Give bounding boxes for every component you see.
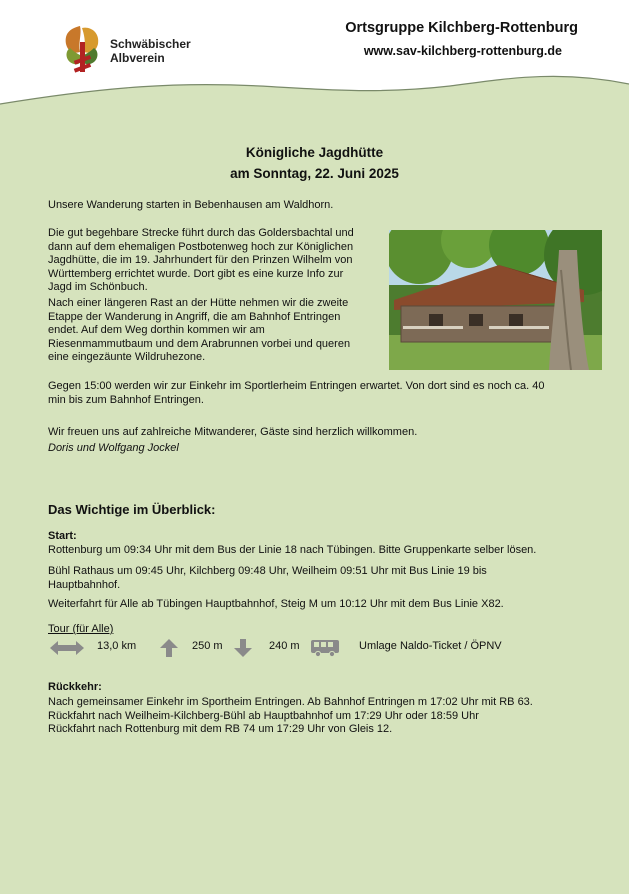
event-title: Königliche Jagdhütte [245, 145, 384, 160]
distance-value: 13,0 km [97, 640, 137, 652]
descent-value: 240 m [269, 640, 300, 652]
text-line: eine eingezäunte Wildruhezone. [48, 351, 206, 364]
paragraph-einkehr [48, 380, 544, 407]
start-line-3: Weiterfahrt für Alle ab Tübingen Hauptbahnhof, Steig M um 10:12 Uhr mit dem Bus Linie X82. [48, 598, 504, 610]
logo-line-1: Schwäbischer [110, 37, 191, 51]
website-link[interactable]: www.sav-kilchberg-rottenburg.de [363, 44, 562, 58]
hunting-lodge-photo [389, 230, 602, 370]
logo-text [110, 37, 191, 65]
descent-icon [234, 639, 252, 657]
paragraph-stage-two [48, 297, 350, 365]
bus-icon [310, 639, 340, 657]
event-date: am Sonntag, 22. Juni 2025 [230, 166, 399, 181]
albverein-logo[interactable] [60, 22, 200, 74]
tour-stats [48, 638, 548, 658]
text-line: Etappe der Wanderung in Angriff, die am Bahnhof Entringen [48, 310, 341, 323]
text-line: Jagd im Schönbuch. [48, 281, 148, 294]
return-label: Rückkehr: [48, 681, 102, 693]
start-line-1: Rottenburg um 09:34 Uhr mit dem Bus der Linie 18 nach Tübingen. Bitte Gruppenkarte selber lösen. [48, 544, 537, 556]
paragraph-route [48, 227, 354, 295]
text-line: Nach gemeinsamer Einkehr im Sportheim Entringen. Ab Bahnhof Entringen m 17:02 Uhr mit RB 63. [48, 696, 533, 708]
signature: Doris und Wolfgang Jockel [48, 442, 179, 454]
welcome-text: Wir freuen uns auf zahlreiche Mitwanderer, Gäste sind herzlich willkommen. [48, 426, 418, 438]
ascent-value: 250 m [192, 640, 223, 652]
tour-label: Tour (für Alle) [48, 623, 114, 635]
intro-text: Unsere Wanderung starten in Bebenhausen am Waldhorn. [48, 199, 334, 211]
leaf-emblem-icon [60, 22, 104, 74]
text-line: Rückfahrt nach Rottenburg mit dem RB 74 um 17:29 Uhr von Gleis 12. [48, 723, 393, 736]
start-line-2 [48, 565, 487, 592]
text-line: Württemberg errichtet wurde. Dort gibt es eine kurze Info zur [48, 267, 344, 280]
text-line: Gegen 15:00 werden wir zur Einkehr im Sportlerheim Entringen erwartet. Von dort sind es noch ca. 40 [48, 380, 545, 392]
text-line: Riesenmammutbaum und dem Arabrunnen vorbei und queren [48, 337, 351, 350]
distance-icon [50, 640, 84, 656]
text-line: Rückfahrt nach Weilheim-Kilchberg-Bühl ab Hauptbahnhof um 17:29 Uhr oder 18:59 Uhr [48, 709, 479, 722]
logo-line-2: Albverein [110, 51, 165, 65]
start-label: Start: [48, 530, 77, 542]
org-title: Ortsgruppe Kilchberg-Rottenburg [345, 20, 578, 36]
text-line: Die gut begehbare Strecke führt durch das Goldersbachtal und [48, 227, 354, 239]
ticket-info: Umlage Naldo-Ticket / ÖPNV [359, 640, 502, 652]
text-line: Jagdhütte, die im 19. Jahrhundert für den Prinzen Wilhelm von [48, 254, 353, 267]
ascent-icon [160, 639, 178, 657]
text-line: min bis zum Bahnhof Entringen. [48, 393, 204, 406]
text-line: Hauptbahnhof. [48, 578, 121, 591]
text-line: endet. Auf dem Weg dorthin kommen wir am [48, 324, 265, 337]
text-line: Bühl Rathaus um 09:45 Uhr, Kilchberg 09:48 Uhr, Weilheim 09:51 Uhr mit Bus Linie 19 bis [48, 565, 487, 577]
overview-heading: Das Wichtige im Überblick: [48, 502, 216, 517]
text-line: Nach einer längeren Rast an der Hütte nehmen wir die zweite [48, 297, 349, 309]
text-line: dann auf dem ehemaligen Postbotenweg hoch zur Königlichen [48, 240, 354, 253]
return-lines [48, 696, 533, 737]
